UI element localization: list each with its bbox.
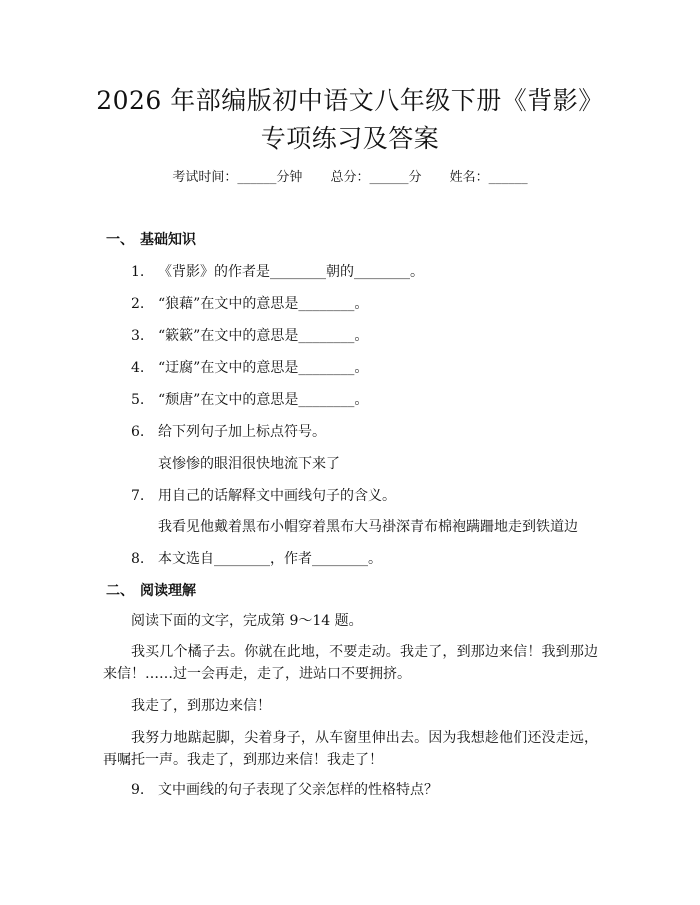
- reading-paragraph-1: 我买几个橘子去。你就在此地，不要走动。我走了，到那边来信！我到那边来信！……过一会再走，走了，进站口不要拥挤。: [103, 644, 598, 682]
- question-6-sentence: 哀惨惨的眼泪很快地流下来了: [158, 456, 340, 472]
- question-5: 5. “颓唐”在文中的意思是________。: [131, 392, 369, 408]
- question-8: 8. 本文选自________，作者________。: [131, 551, 382, 567]
- question-2: 2. “狼藉”在文中的意思是________。: [131, 296, 369, 312]
- reading-instruction: 阅读下面的文字，完成第 9～14 题。: [131, 613, 363, 629]
- section-heading-basics: [106, 230, 196, 250]
- question-9: 9. 文中画线的句子表现了父亲怎样的性格特点？: [131, 782, 438, 798]
- question-3: 3. “簌簌”在文中的意思是________。: [131, 328, 369, 344]
- exam-time-field: 考试时间：______分钟: [172, 170, 303, 185]
- section-number: 一、: [106, 232, 134, 248]
- question-1: 1. 《背影》的作者是________朝的________。: [131, 264, 424, 280]
- document-title-line1: 2026 年部编版初中语文八年级下册《背影》: [96, 86, 604, 115]
- reading-paragraph-2: 我走了，到那边来信！: [131, 698, 271, 714]
- exam-info: [0, 168, 700, 188]
- question-7: 7. 用自己的话解释文中画线句子的含义。: [131, 488, 396, 504]
- section-heading-reading: [106, 581, 196, 601]
- document-title-line2: 专项练习及答案: [260, 124, 440, 153]
- question-6: 6. 给下列句子加上标点符号。: [131, 424, 326, 440]
- reading-paragraph-3: 我努力地踮起脚，尖着身子，从车窗里伸出去。因为我想趁他们还没走远，再嘱托一声。我走了，到那边来信！我走了！: [103, 730, 598, 768]
- question-4: 4. “迂腐”在文中的意思是________。: [131, 360, 369, 376]
- total-score-field: 总分：______分: [330, 170, 422, 185]
- section-title: 基础知识: [140, 232, 196, 248]
- section-title: 阅读理解: [140, 583, 196, 599]
- section-number: 二、: [106, 583, 134, 599]
- question-7-sentence: 我看见他戴着黑布小帽穿着黑布大马褂深青布棉袍蹒跚地走到铁道边: [158, 519, 578, 535]
- student-name-field: 姓名：______: [449, 170, 528, 185]
